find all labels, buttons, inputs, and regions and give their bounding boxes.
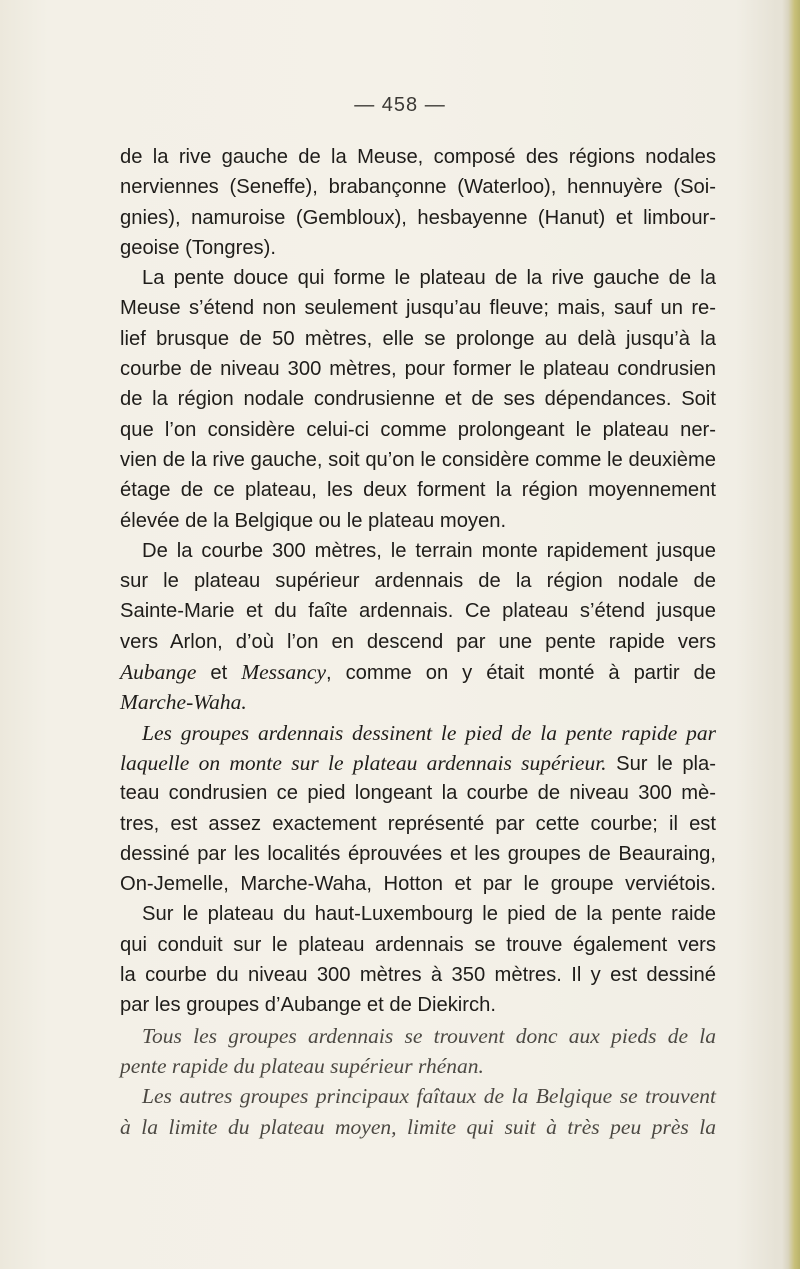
- text-line: Sainte-Marie et du faîte ardennais. Ce plateau s’étend jusque: [120, 600, 716, 623]
- text-line: dessiné par les localités éprouvées et les groupes de Beauraing,: [120, 842, 716, 865]
- page-edge-shadow: [782, 0, 800, 1269]
- text-line: vien de la rive gauche, soit qu’on le considère comme le deuxième: [120, 448, 716, 471]
- text-line: de la rive gauche de la Meuse, composé des régions nodales: [120, 146, 716, 168]
- text-line: Les autres groupes principaux faîtaux de la Belgique se trouvent: [142, 1084, 716, 1109]
- text-line: sur le plateau supérieur ardennais de la région nodale de: [120, 570, 716, 593]
- text-line: lief brusque de 50 mètres, elle se prolonge au delà jusqu’à la: [120, 327, 716, 350]
- text-segment: et: [196, 662, 242, 685]
- text-line: Les groupes ardennais dessinent le pied de la pente rapide par: [142, 720, 716, 745]
- page-number: — 458 —: [354, 94, 446, 116]
- text-segment: Sur le pla-: [606, 752, 716, 775]
- text-line: courbe de niveau 300 mètres, pour former le plateau condrusien: [120, 358, 716, 381]
- text-line: nerviennes (Seneffe), brabançonne (Waterloo), hennuyère (Soi-: [120, 176, 716, 199]
- text-line: que l’on considère celui-ci comme prolongeant le plateau ner-: [120, 418, 716, 441]
- text-line: par les groupes d’Aubange et de Diekirch.: [120, 994, 496, 1017]
- text-line: La pente douce qui forme le plateau de la rive gauche de la: [142, 267, 716, 290]
- italic-segment: Aubange: [120, 660, 197, 685]
- text-line: vers Arlon, d’où l’on en descend par une pente rapide vers: [120, 630, 716, 653]
- italic-segment: laquelle on monte sur le plateau ardennais supérieur.: [120, 750, 607, 775]
- text-line: gnies), namuroise (Gembloux), hesbayenne (Hanut) et limbour-: [120, 206, 716, 229]
- text-line: [120, 748, 716, 778]
- text-line: teau condrusien ce pied longeant la courbe de niveau 300 mè-: [120, 782, 716, 805]
- text-line: Meuse s’étend non seulement jusqu’au fleuve; mais, sauf un re-: [120, 297, 716, 320]
- text-line: à la limite du plateau moyen, limite qui suit à très peu près la: [120, 1114, 716, 1139]
- text-line: De la courbe 300 mètres, le terrain monte rapidement jusque: [142, 539, 716, 562]
- text-segment: , comme on y était monté à partir de: [326, 662, 716, 685]
- text-line: de la région nodale condrusienne et de ses dépendances. Soit: [120, 388, 716, 411]
- text-line: tres, est assez exactement représenté par cette courbe; il est: [120, 812, 716, 835]
- text-line: geoise (Tongres).: [120, 236, 276, 259]
- text-line: Tous les groupes ardennais se trouvent donc aux pieds de la: [142, 1023, 716, 1048]
- text-line: élevée de la Belgique ou le plateau moyen.: [120, 509, 507, 532]
- italic-segment: Messancy: [241, 660, 326, 685]
- text-line: qui conduit sur le plateau ardennais se trouve également vers: [120, 933, 716, 956]
- text-line: Sur le plateau du haut-Luxembourg le pied de la pente raide: [142, 903, 716, 926]
- text-line: la courbe du niveau 300 mètres à 350 mètres. Il y est dessiné: [120, 964, 716, 987]
- text-line: étage de ce plateau, les deux forment la région moyennement: [120, 479, 716, 502]
- body-text: [120, 142, 716, 1142]
- text-line: [120, 657, 716, 687]
- text-line: Marche-Waha.: [120, 690, 247, 715]
- text-line: pente rapide du plateau supérieur rhénan.: [120, 1053, 484, 1078]
- text-line: On-Jemelle, Marche-Waha, Hotton et par le groupe verviétois.: [120, 873, 716, 896]
